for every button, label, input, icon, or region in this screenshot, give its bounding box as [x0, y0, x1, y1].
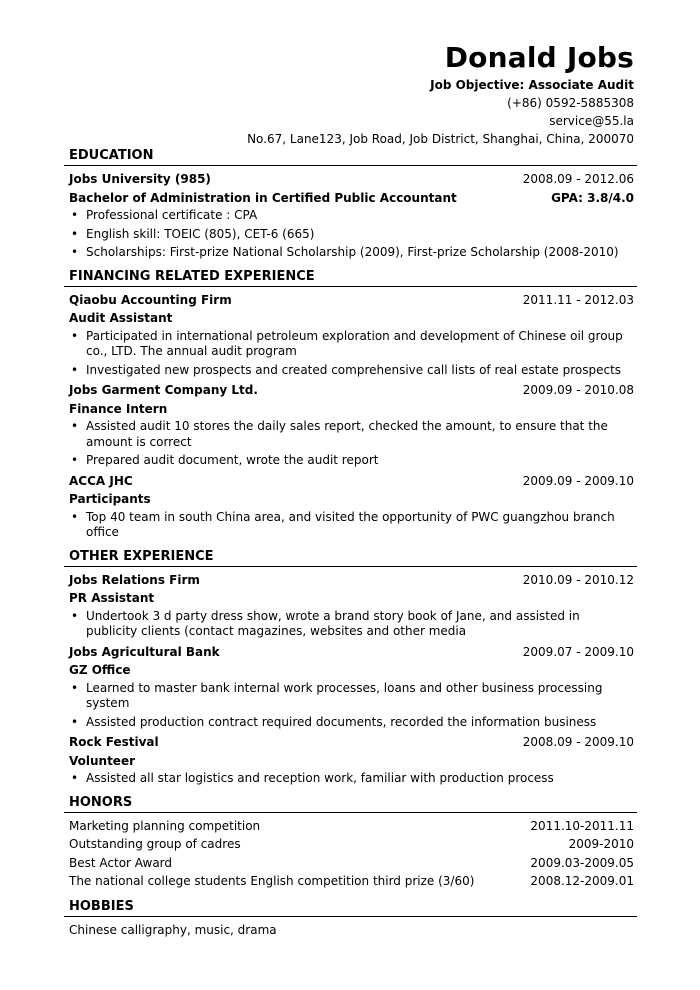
bullet-item: • Assisted all star logistics and reception work, familiar with production process [64, 771, 637, 787]
honor-row [64, 835, 637, 854]
entry-header-row [64, 643, 637, 662]
entry-dates: 2009.07 - 2009.10 [522, 644, 634, 659]
company-name: Rock Festival [69, 735, 159, 749]
gpa-value: GPA: 3.8/4.0 [551, 190, 634, 205]
hobbies-section [64, 897, 637, 939]
bullet-item: • Professional certificate : CPA [64, 208, 637, 224]
honor-name: Outstanding group of cadres [69, 837, 241, 851]
entry-header-row [64, 571, 637, 590]
bullet-item: • English skill: TOEIC (805), CET-6 (665) [64, 227, 637, 243]
bullet-item: • Scholarships: First-prize National Scholarship (2009), First-prize Scholarship (2008-2010) [64, 245, 637, 261]
company-name: Jobs Agricultural Bank [69, 644, 220, 659]
entry-header-row [64, 381, 637, 400]
bullet-item: • Investigated new prospects and created comprehensive call lists of real estate prospects [64, 363, 637, 379]
school-name: Jobs University (985) [69, 172, 211, 186]
bullet-item: • Participated in international petroleum exploration and development of Chinese oil group co., LTD. The annual audit program [64, 329, 637, 360]
entry-dates: 2008.09 - 2009.10 [522, 735, 634, 749]
company-name: Qiaobu Accounting Firm [69, 292, 232, 307]
entry-dates: 2010.09 - 2010.12 [522, 572, 634, 587]
other-experience-section [64, 547, 637, 787]
honor-name: Best Actor Award [69, 855, 173, 870]
section-title: HONORS [64, 793, 637, 813]
job-role: Finance Intern [69, 401, 168, 416]
education-section [64, 146, 637, 261]
honor-row [64, 854, 637, 873]
honor-name: Marketing planning competition [69, 818, 261, 833]
job-role: PR Assistant [69, 591, 155, 605]
resume-body [64, 146, 637, 945]
entry-header-row [64, 170, 637, 189]
honor-row [64, 817, 637, 836]
job-role: Volunteer [69, 753, 136, 768]
company-name: Jobs Garment Company Ltd. [69, 383, 258, 397]
section-title: OTHER EXPERIENCE [64, 547, 637, 567]
entry-dates: 2008.09 - 2012.06 [522, 172, 634, 186]
bullet-item: • Learned to master bank internal work processes, loans and other business processing system [64, 681, 637, 712]
honor-row [64, 872, 637, 891]
honor-date: 2009.03-2009.05 [530, 855, 634, 870]
honor-date: 2008.12-2009.01 [530, 874, 634, 888]
section-title: HOBBIES [64, 897, 637, 917]
entry-header-row [64, 472, 637, 491]
entry-dates: 2009.09 - 2009.10 [522, 473, 634, 488]
job-role: GZ Office [69, 663, 131, 677]
section-title: EDUCATION [64, 146, 637, 166]
entry-header-row [64, 733, 637, 752]
bullet-item: • Assisted production contract required documents, recorded the information business [64, 715, 637, 731]
bullet-item: • Prepared audit document, wrote the audit report [64, 453, 637, 469]
degree-row [64, 189, 637, 208]
honors-section [64, 793, 637, 891]
company-name: ACCA JHC [69, 473, 133, 488]
candidate-name: Donald Jobs [444, 41, 634, 74]
degree-name: Bachelor of Administration in Certified Public Accountant [69, 190, 457, 205]
honor-name: The national college students English competition third prize (3/60) [69, 874, 475, 888]
job-role: Participants [69, 492, 151, 506]
honor-date: 2009-2010 [568, 837, 634, 851]
bullet-item: • Assisted audit 10 stores the daily sales report, checked the amount, to ensure that the amount is correct [64, 419, 637, 450]
phone-number: (+86) 0592-5885308 [507, 96, 634, 110]
honor-date: 2011.10-2011.11 [530, 818, 634, 833]
bullet-item: • Top 40 team in south China area, and visited the opportunity of PWC guangzhou branch office [64, 510, 637, 541]
financing-experience-section [64, 267, 637, 541]
resume-header [247, 40, 634, 148]
job-role: Audit Assistant [69, 311, 173, 325]
email-address: service@55.la [549, 114, 634, 128]
section-title: FINANCING RELATED EXPERIENCE [64, 267, 637, 287]
hobbies-text: Chinese calligraphy, music, drama [69, 922, 277, 937]
company-name: Jobs Relations Firm [69, 572, 200, 587]
postal-address: No.67, Lane123, Job Road, Job District, Shanghai, China, 200070 [247, 132, 634, 146]
entry-dates: 2009.09 - 2010.08 [522, 383, 634, 397]
job-objective: Job Objective: Associate Audit [430, 78, 634, 92]
bullet-item: • Undertook 3 d party dress show, wrote a brand story book of Jane, and assisted in publicity clients (contact magazines, websites and other media [64, 609, 637, 640]
entry-header-row [64, 291, 637, 310]
entry-dates: 2011.11 - 2012.03 [522, 292, 634, 307]
